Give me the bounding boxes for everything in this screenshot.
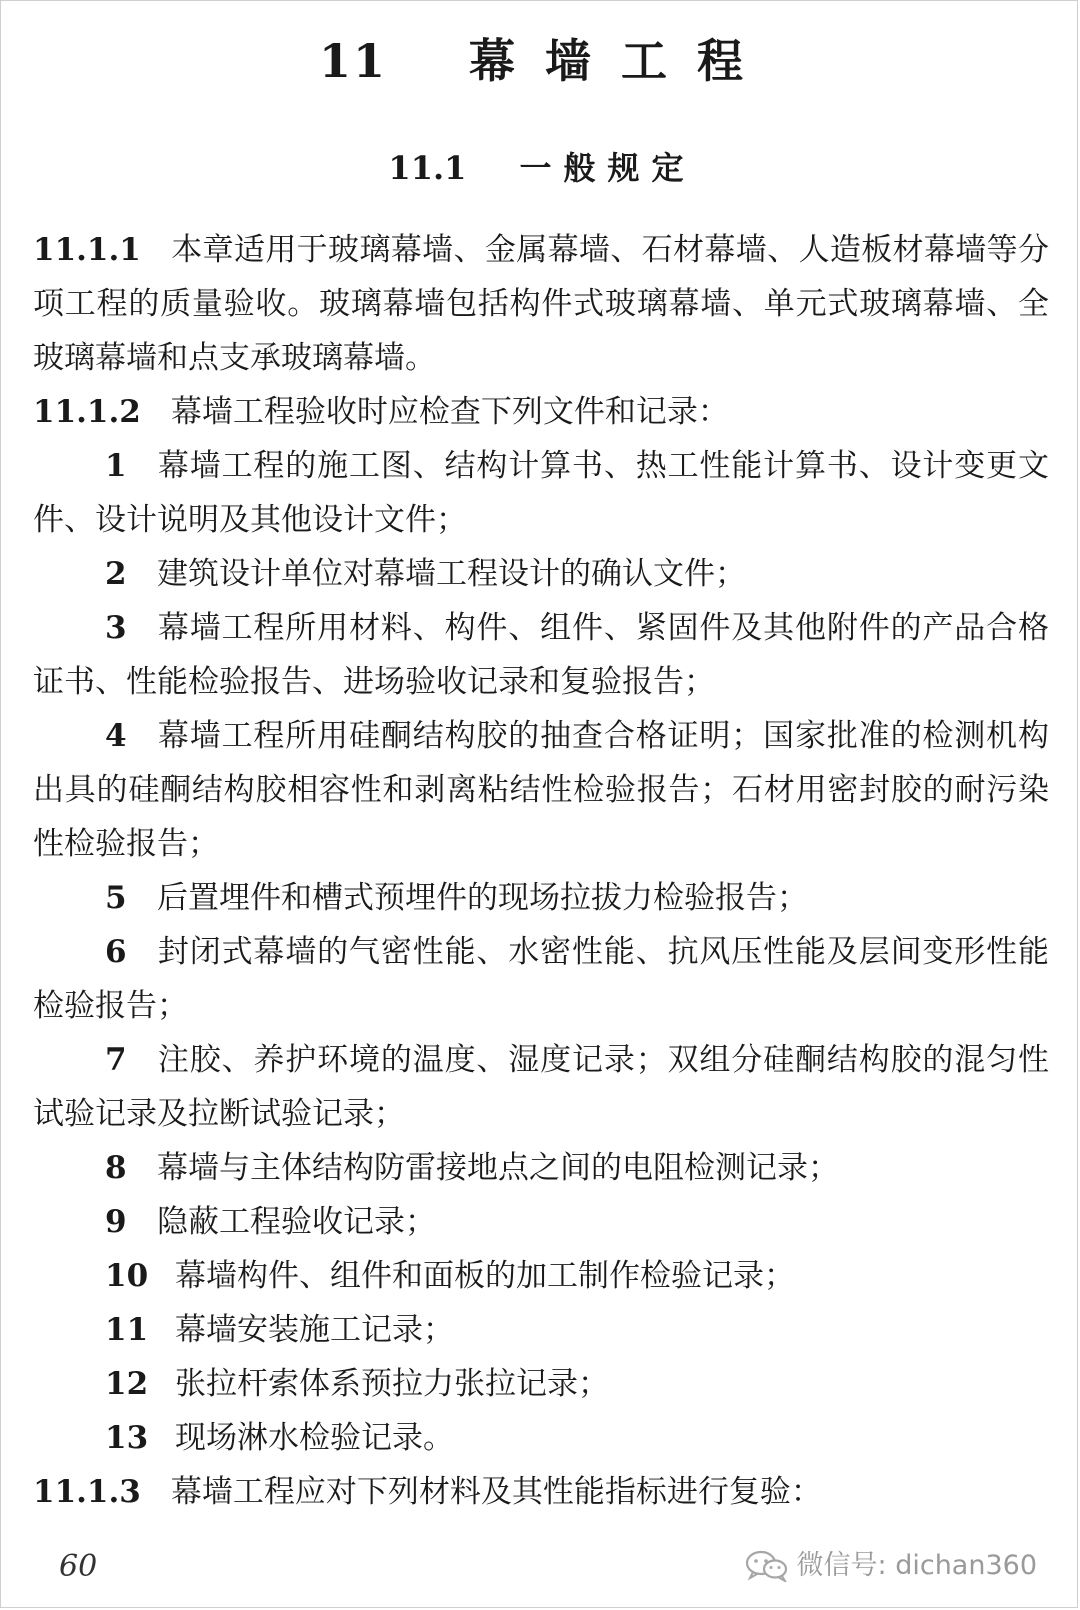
clause-11-1-2 bbox=[33, 385, 1049, 439]
wechat-icon bbox=[745, 1550, 789, 1582]
list-item bbox=[33, 1141, 1049, 1195]
item-text: 建筑设计单位对幕墙工程设计的确认文件； bbox=[157, 556, 746, 592]
page-number: 60 bbox=[59, 1549, 98, 1584]
item-number: 6 bbox=[105, 934, 127, 970]
section-name bbox=[514, 149, 690, 187]
clause-11-1-1 bbox=[33, 223, 1049, 385]
list-item bbox=[33, 1249, 1049, 1303]
item-text: 现场淋水检验记录。 bbox=[175, 1420, 454, 1456]
item-number: 2 bbox=[105, 556, 127, 592]
section-char: 一 bbox=[519, 149, 552, 187]
clause-number: 11.1.3 bbox=[33, 1474, 141, 1510]
item-number: 10 bbox=[105, 1258, 149, 1294]
list-item bbox=[33, 1303, 1049, 1357]
item-text: 封闭式幕墙的气密性能、水密性能、抗风压性能及层间变形性能检验报告； bbox=[33, 934, 1049, 1024]
item-text: 注胶、养护环境的温度、湿度记录；双组分硅酮结构胶的混匀性试验记录及拉断试验记录； bbox=[33, 1042, 1049, 1132]
item-number: 7 bbox=[105, 1042, 127, 1078]
section-char: 定 bbox=[651, 149, 684, 187]
item-number: 3 bbox=[105, 610, 127, 646]
item-number: 8 bbox=[105, 1150, 127, 1186]
clause-text: 幕墙工程应对下列材料及其性能指标进行复验： bbox=[170, 1474, 822, 1510]
item-number: 11 bbox=[105, 1312, 149, 1348]
item-number: 5 bbox=[105, 880, 127, 916]
item-text: 张拉杆索体系预拉力张拉记录； bbox=[175, 1366, 609, 1402]
clause-11-1-3 bbox=[33, 1465, 1049, 1519]
list-item bbox=[33, 871, 1049, 925]
item-number: 13 bbox=[105, 1420, 149, 1456]
item-number: 4 bbox=[105, 718, 127, 754]
list-item bbox=[33, 1033, 1049, 1141]
item-number: 9 bbox=[105, 1204, 127, 1240]
chapter-char: 幕 bbox=[469, 34, 518, 88]
watermark-text: 微信号: dichan360 bbox=[796, 1550, 1037, 1581]
chapter-char: 墙 bbox=[545, 34, 594, 88]
chapter-number: 11 bbox=[318, 34, 387, 88]
clause-text: 幕墙工程验收时应检查下列文件和记录： bbox=[170, 394, 729, 430]
section-char: 般 bbox=[563, 149, 596, 187]
item-text: 幕墙工程所用材料、构件、组件、紧固件及其他附件的产品合格证书、性能检验报告、进场验收记录和复验报告； bbox=[33, 610, 1049, 700]
clause-number: 11.1.2 bbox=[33, 394, 141, 430]
list-item bbox=[33, 601, 1049, 709]
clause-text: 本章适用于玻璃幕墙、金属幕墙、石材幕墙、人造板材幕墙等分项工程的质量验收。玻璃幕墙包括构件式玻璃幕墙、单元式玻璃幕墙、全玻璃幕墙和点支承玻璃幕墙。 bbox=[33, 232, 1049, 376]
item-number: 1 bbox=[105, 448, 127, 484]
section-title bbox=[1, 143, 1077, 193]
item-text: 幕墙与主体结构防雷接地点之间的电阻检测记录； bbox=[157, 1150, 839, 1186]
item-text: 后置埋件和槽式预埋件的现场拉拔力检验报告； bbox=[157, 880, 808, 916]
watermark bbox=[745, 1548, 1037, 1584]
item-text: 幕墙工程所用硅酮结构胶的抽查合格证明；国家批准的检测机构出具的硅酮结构胶相容性和剥离粘结性检验报告；石材用密封胶的耐污染性检验报告； bbox=[33, 718, 1049, 862]
item-text: 幕墙构件、组件和面板的加工制作检验记录； bbox=[175, 1258, 795, 1294]
list-item bbox=[33, 1411, 1049, 1465]
item-text: 幕墙工程的施工图、结构计算书、热工性能计算书、设计变更文件、设计说明及其他设计文件； bbox=[33, 448, 1049, 538]
list-item bbox=[33, 1195, 1049, 1249]
chapter-title bbox=[1, 29, 1077, 93]
list-item bbox=[33, 1357, 1049, 1411]
item-text: 幕墙安装施工记录； bbox=[175, 1312, 454, 1348]
item-text: 隐蔽工程验收记录； bbox=[157, 1204, 436, 1240]
clause-number: 11.1.1 bbox=[33, 232, 141, 268]
list-item bbox=[33, 439, 1049, 547]
item-number: 12 bbox=[105, 1366, 149, 1402]
list-item bbox=[33, 547, 1049, 601]
chapter-char: 工 bbox=[621, 34, 670, 88]
section-number: 11.1 bbox=[388, 149, 467, 187]
body-text bbox=[33, 223, 1049, 1519]
chapter-char: 程 bbox=[697, 34, 746, 88]
chapter-name bbox=[455, 34, 759, 88]
list-item bbox=[33, 709, 1049, 871]
list-item bbox=[33, 925, 1049, 1033]
section-char: 规 bbox=[607, 149, 640, 187]
